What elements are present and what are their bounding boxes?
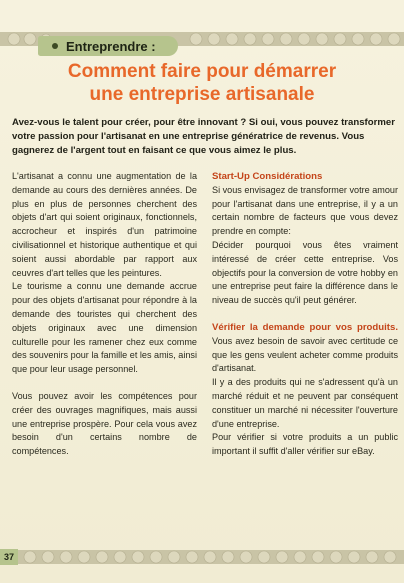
article-title-line-1: Comment faire pour démarrer [67, 61, 337, 82]
page-number: 37 [0, 549, 18, 565]
left-paragraph-3: Vous pouvez avoir les compétences pour créer des ouvrages magnifiques, mais aussi une entreprise prospère. Pour cela vous avez besoin d'un certains nombre de compétences. [12, 390, 197, 457]
bullet-icon [52, 43, 58, 49]
left-paragraph-2: Le tourisme a connu une demande accrue pour des objets d'artisanat pour répondre à la demande des touristes qui cherchent des objets originaux avec une dimension culturelle pour les ramener chez eux comme des souvenirs pour la famille et les amis, ainsi que pour leur usage personnel. [12, 281, 197, 375]
heading-verify-demand: Vérifier la demande pour vos produits. [212, 321, 398, 333]
article-intro: Avez-vous le talent pour créer, pour être innovant ? Si oui, vous pouvez transformer votre passion pour l'artisanat en une entreprise génératrice de revenus. Vous gagnerez de l'argent tout en faisant ce que vous aimez le plus. [12, 117, 395, 156]
article-title-line-2: une entreprise artisanale [89, 84, 315, 105]
heading-startup-considerations: Start-Up Considérations [212, 171, 323, 182]
left-column [12, 170, 197, 459]
article-title [0, 60, 404, 106]
right-paragraph-5: Pour vérifier si votre produits a un public important il suffit d'aller vérifier sur eBay. [212, 432, 398, 457]
right-paragraph-1: Si vous envisagez de transformer votre amour pour l'artisanat dans une entreprise, il y a un certain nombre de facteurs que vous devez prendre en compte: [212, 184, 399, 237]
section-label-pill [38, 36, 178, 56]
right-paragraph-2: Décider pourquoi vous êtes vraiment intéressé de créer cette entreprise. Vos objectifs pour la conversion de votre hobby en une entreprise peut faire la différence dans le niveau de succès qu'il peut générer. [212, 239, 398, 306]
right-paragraph-3: Vous avez besoin de savoir avec certitude ce que les gens veulent acheter comme produits d'artisanat. [212, 335, 398, 374]
bottom-ornament-band [0, 546, 404, 568]
right-column [212, 170, 398, 459]
section-label: Entreprendre : [66, 38, 156, 54]
left-paragraph-1: L'artisanat a connu une augmentation de la demande au cours des dernières années. De plus en plus de personnes cherchent des objets d'art qui soient originaux, fonctionnels, accrocheur et inspirés d'un patrimoine civilisationnel et historique authentique et qui soient aussi abordable par rapport aux ceuvres d'art telles que les peintures. [12, 171, 197, 278]
right-paragraph-4: Il y a des produits qui ne s'adressent qu'à un marché réduit et ne peuvent par conséquent constituer un marché ni nécessiter l'ouverture d'une entreprise. [212, 377, 398, 429]
